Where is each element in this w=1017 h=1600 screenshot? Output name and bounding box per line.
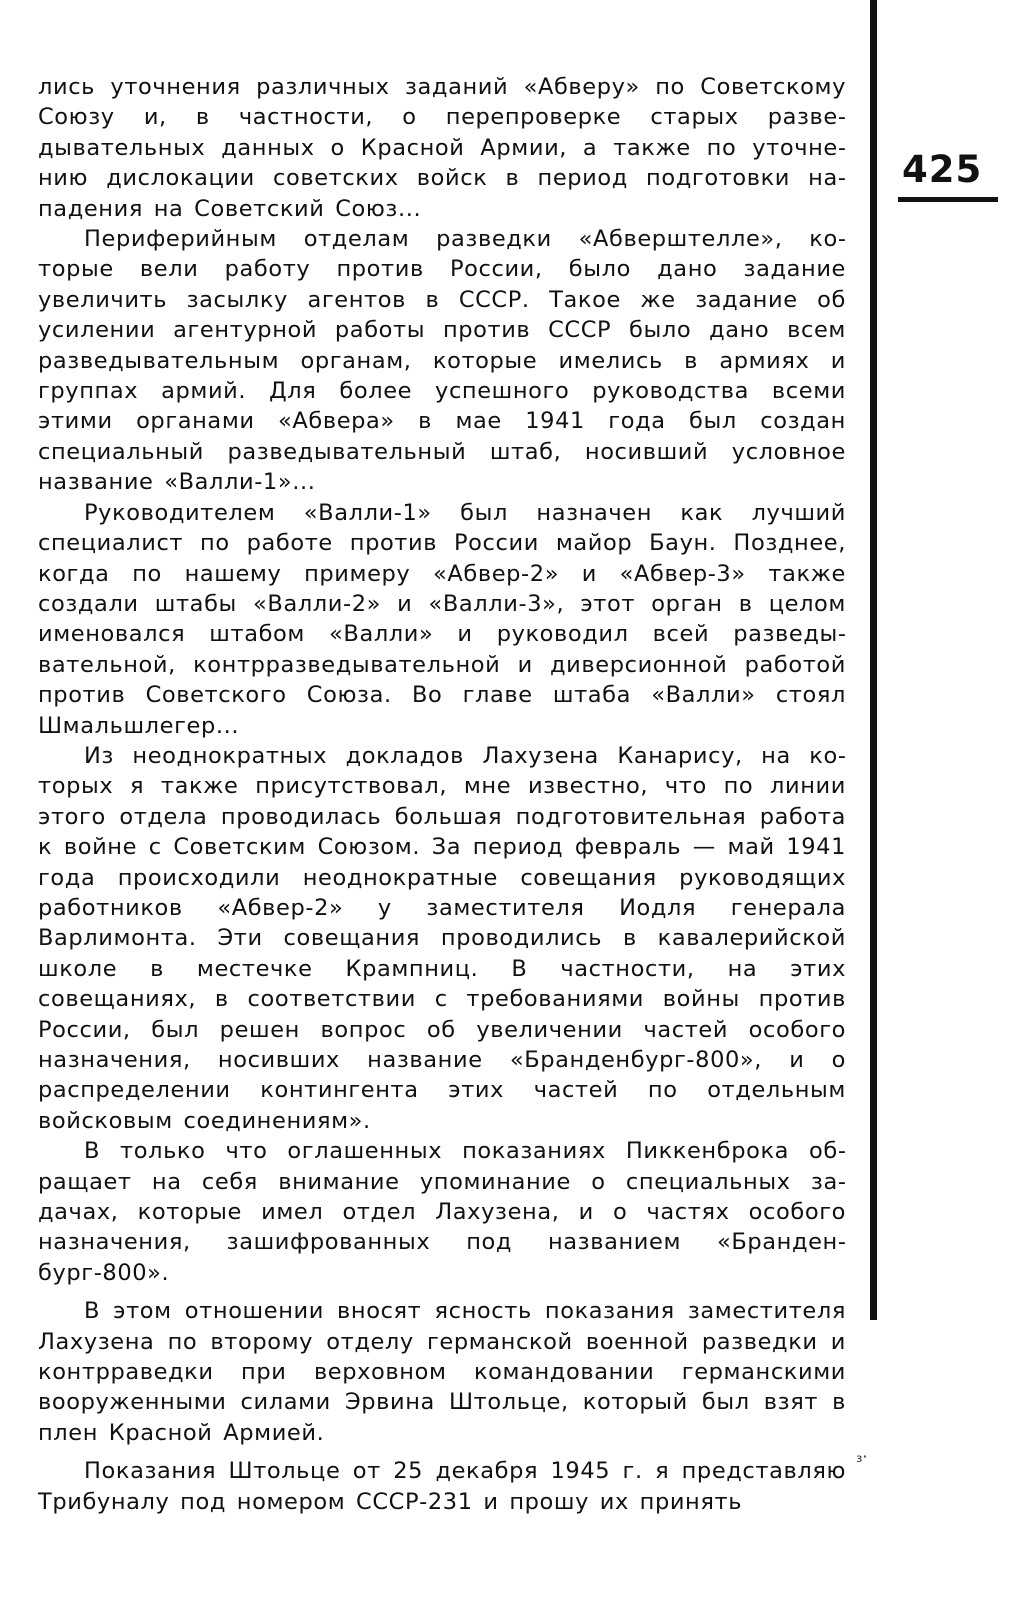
paragraph-5: В только что оглашенных показаниях Пиккенброка обращает на себя внимание упоминание о специальных задачах, которые имел отдел Лахузена, и о частях особого назначения, зашифрованных под названием «Бранденбург-800».	[38, 1138, 846, 1286]
paragraph-2: Периферийным отделам разведки «Абверштелле», которые вели работу против России, было дано задание увеличить засылку агентов в СССР. Такое же задание об усилении агентурной работы против СССР было дано всем разведывательным органам, которые имелись в армиях и группах армий. Для более успешного руководства всеми этими органами «Абвера» в мае 1941 года был создан специальный разведывательный штаб, носивший условное название «Валли-1»...	[38, 226, 846, 496]
paragraph-7: Показания Штольце от 25 декабря 1945 г. я представляю Трибуналу под номером СССР-231 и прошу их принять	[38, 1458, 846, 1515]
paragraph-3: Руководителем «Валли-1» был назначен как лучший специалист по работе против России майор Баун. Позднее, когда по нашему примеру «Абвер-2» и «Абвер-3» также создали штабы «Валли-2» и «Валли-3», этот орган в целом именовался штабом «Валли» и руководил всей разведывательной, контрразведывательной и диверсионной работой против Советского Союза. Во главе штаба «Валли» стоял Шмальшлегер...	[38, 499, 846, 739]
margin-vertical-rule	[870, 0, 877, 1320]
paragraph-6: В этом отношении вносят ясность показания заместителя Лахузена по второму отделу германской военной разведки и контрраведки при верховном командовании германскими вооруженными силами Эрвина Штольце, который был взят в плен Красной Армией.	[38, 1298, 846, 1446]
paragraph-4: Из неоднократных докладов Лахузена Канарису, на которых я также присутствовал, мне известно, что по линии этого отдела проводилась большая подготовительная работа к войне с Советским Союзом. За период февраль — май 1941 года происходили неоднократные совещания руководящих работников «Абвер-2» у заместителя Иодля генерала Варлимонта. Эти совещания проводились в кавалерийской школе в местечке Крампниц. В частности, на этих совещаниях, в соответствии с требованиями войны против России, был решен вопрос об увеличении частей особого назначения, носивших название «Бранденбург-800», и о распределении контингента этих частей по отдельным войсковым соединениям».	[38, 742, 846, 1134]
page-text-column	[38, 72, 846, 1517]
page-number-underline	[898, 197, 998, 202]
margin-mark: ₃·	[856, 1447, 868, 1466]
page-number: 425	[902, 148, 983, 191]
paragraph-1: лись уточнения различных заданий «Абверу» по Советскому Союзу и, в частности, о перепроверке старых разведывательных данных о Красной Армии, а также по уточнению дислокации советских войск в период подготовки нападения на Советский Союз...	[38, 74, 846, 222]
